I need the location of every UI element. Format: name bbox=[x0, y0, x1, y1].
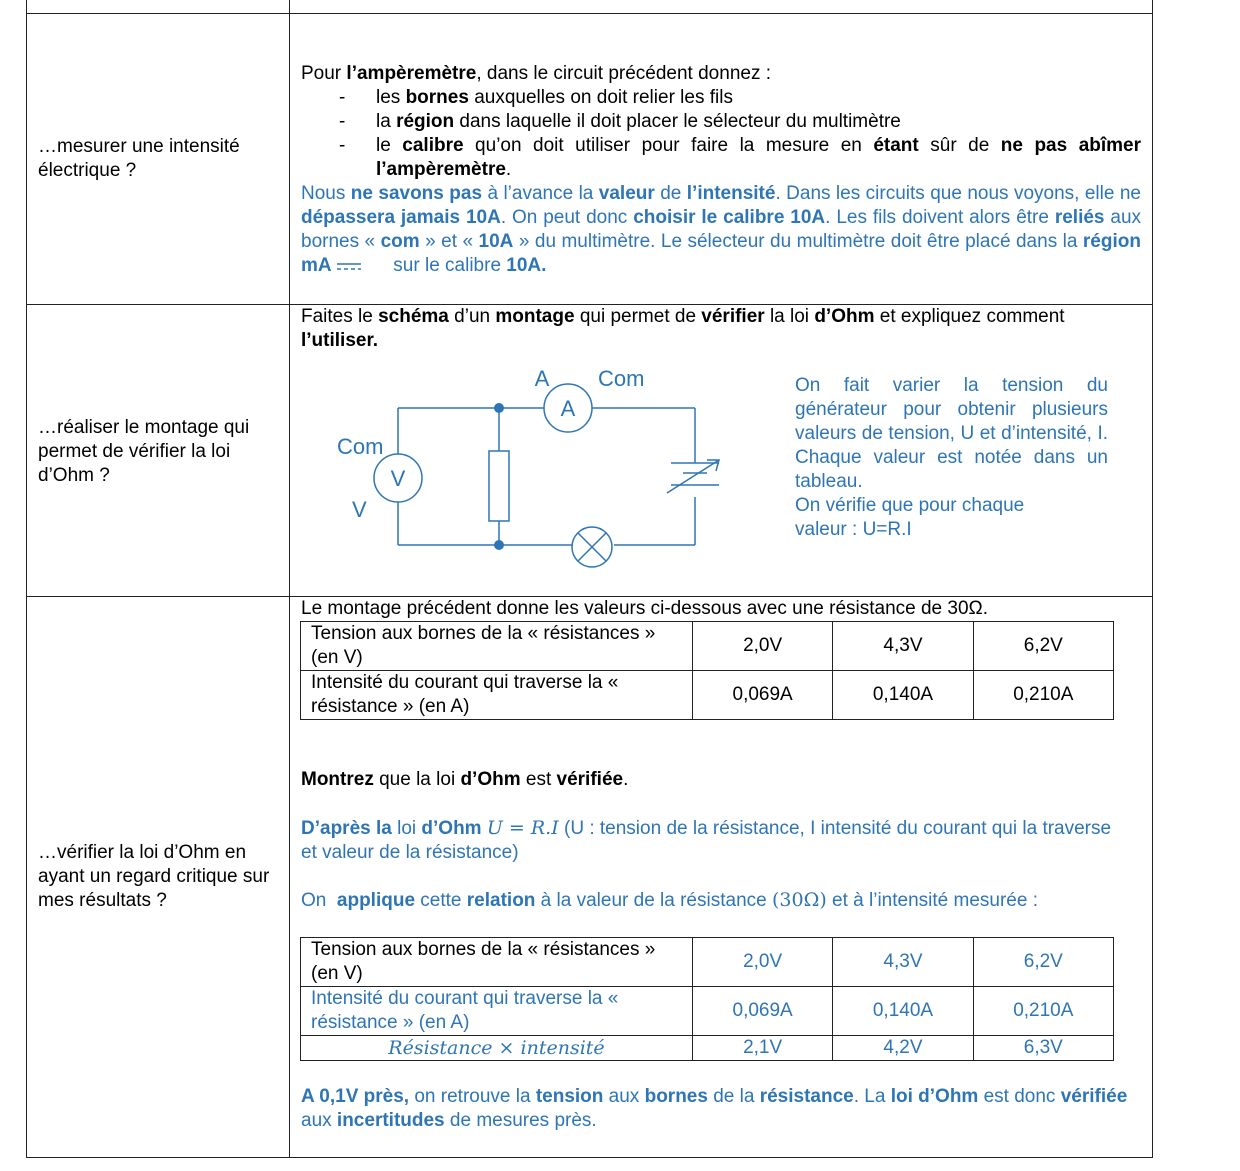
lamp-symbol bbox=[572, 527, 612, 567]
list-item: - le calibre qu’on doit utiliser pour faire la mesure en étant sûr de ne pas abîmer l’ampèremètre. bbox=[301, 134, 1141, 182]
current-value: 0,210A bbox=[973, 671, 1113, 720]
row2-prompt: Faites le schéma d’un montage qui permet de vérifier la loi d’Ohm et expliquez comment l’utiliser. bbox=[301, 306, 1065, 351]
variable-generator-symbol bbox=[667, 460, 719, 493]
voltage-value: 2,0V bbox=[692, 622, 832, 671]
question-measure-current: …mesurer une intensité électrique ? bbox=[38, 136, 240, 181]
current-value: 0,069A bbox=[692, 671, 832, 720]
product-value: 6,3V bbox=[973, 1036, 1113, 1061]
circuit-diagram bbox=[330, 360, 750, 580]
table-border-left bbox=[26, 0, 27, 1158]
table-border-middle bbox=[289, 0, 290, 1158]
instruction-list bbox=[301, 86, 1141, 182]
current-value: 0,210A bbox=[973, 987, 1113, 1036]
product-value: 2,1V bbox=[692, 1036, 832, 1061]
node-bottom bbox=[494, 540, 504, 550]
ohm-law-statement: D’après la loi d’Ohm U = R.I (U : tension de la résistance, I intensité du courant qui la traverse et valeur de la résistance) bbox=[301, 817, 1112, 863]
question-build-circuit: …réaliser le montage qui permet de vérifier la loi d’Ohm ? bbox=[38, 417, 250, 486]
voltage-value: 4,3V bbox=[833, 938, 973, 987]
ammeter-terminal-com: Com bbox=[598, 366, 645, 391]
current-value: 0,069A bbox=[692, 987, 832, 1036]
node-top bbox=[494, 403, 504, 413]
ammeter-terminal-a: A bbox=[534, 366, 550, 391]
voltage-value: 6,2V bbox=[973, 622, 1113, 671]
row-label: Tension aux bornes de la « résistances » (en V) bbox=[301, 938, 693, 987]
table-row bbox=[301, 622, 1114, 671]
ammeter-symbol bbox=[544, 384, 592, 432]
voltmeter-terminal-v: V bbox=[352, 497, 367, 522]
verification-table bbox=[300, 937, 1114, 1061]
list-item: - les bornes auxquelles on doit relier les fils bbox=[301, 86, 1141, 110]
dc-symbol-icon bbox=[336, 261, 362, 271]
row1-content bbox=[301, 62, 1141, 278]
conclusion: A 0,1V près, on retrouve la tension aux bornes de la résistance. La loi d’Ohm est donc vérifiée aux incertitudes de mesures près. bbox=[301, 1086, 1128, 1131]
current-value: 0,140A bbox=[833, 671, 973, 720]
table-row bbox=[301, 671, 1114, 720]
table-border-bottom bbox=[26, 1157, 1153, 1158]
measurement-table bbox=[300, 621, 1114, 720]
row-label: Intensité du courant qui traverse la « résistance » (en A) bbox=[301, 671, 693, 720]
table-border-top bbox=[26, 13, 1153, 14]
voltage-value: 2,0V bbox=[692, 938, 832, 987]
row-label: Intensité du courant qui traverse la « résistance » (en A) bbox=[301, 987, 693, 1036]
svg-text:V: V bbox=[390, 466, 406, 491]
show-ohm-prompt: Montrez que la loi d’Ohm est vérifiée. bbox=[301, 769, 629, 790]
question-verify-ohm: …vérifier la loi d’Ohm en ayant un regard critique sur mes résultats ? bbox=[38, 842, 270, 911]
ammeter-instruction: Pour l’ampèremètre, dans le circuit précédent donnez : bbox=[301, 63, 772, 84]
voltmeter-terminal-com: Com bbox=[337, 434, 384, 459]
row-label: Tension aux bornes de la « résistances » (en V) bbox=[301, 622, 693, 671]
table-border-right bbox=[1152, 0, 1153, 1158]
product-value: 4,2V bbox=[833, 1036, 973, 1061]
row-label: Résistance × intensité bbox=[301, 1036, 693, 1061]
voltage-value: 6,2V bbox=[973, 938, 1113, 987]
apply-relation: On applique cette relation à la valeur de la résistance (30Ω) et à l’intensité mesurée : bbox=[301, 889, 1038, 911]
svg-text:A: A bbox=[560, 396, 576, 421]
table-row bbox=[301, 1036, 1114, 1061]
circuit-explanation: On fait varier la tension du générateur pour obtenir plusieurs valeurs de tension, U et d’intensité, I. Chaque valeur est notée dans un tableau. On vérifie que pour chaque valeur : U=R.I bbox=[795, 375, 1108, 540]
table-row bbox=[301, 938, 1114, 987]
voltmeter-symbol bbox=[374, 454, 422, 502]
table-row bbox=[301, 987, 1114, 1036]
answer-ammeter: Nous ne savons pas à l’avance la valeur de l’intensité. Dans les circuits que nous voyons, elle ne dépassera jamais 10A. On peut donc choisir le calibre 10A. Les fils doivent alors être reliés aux bornes « com » et « 10A » du multimètre. Le sélecteur du multimètre doit être placé dans la région mA sur le calibre 10A. bbox=[301, 183, 1142, 276]
current-value: 0,140A bbox=[833, 987, 973, 1036]
list-item: - la région dans laquelle il doit placer le sélecteur du multimètre bbox=[301, 110, 1141, 134]
voltage-value: 4,3V bbox=[833, 622, 973, 671]
resistor-symbol bbox=[489, 451, 509, 521]
measurement-statement: Le montage précédent donne les valeurs ci-dessous avec une résistance de 30Ω. bbox=[301, 598, 989, 619]
